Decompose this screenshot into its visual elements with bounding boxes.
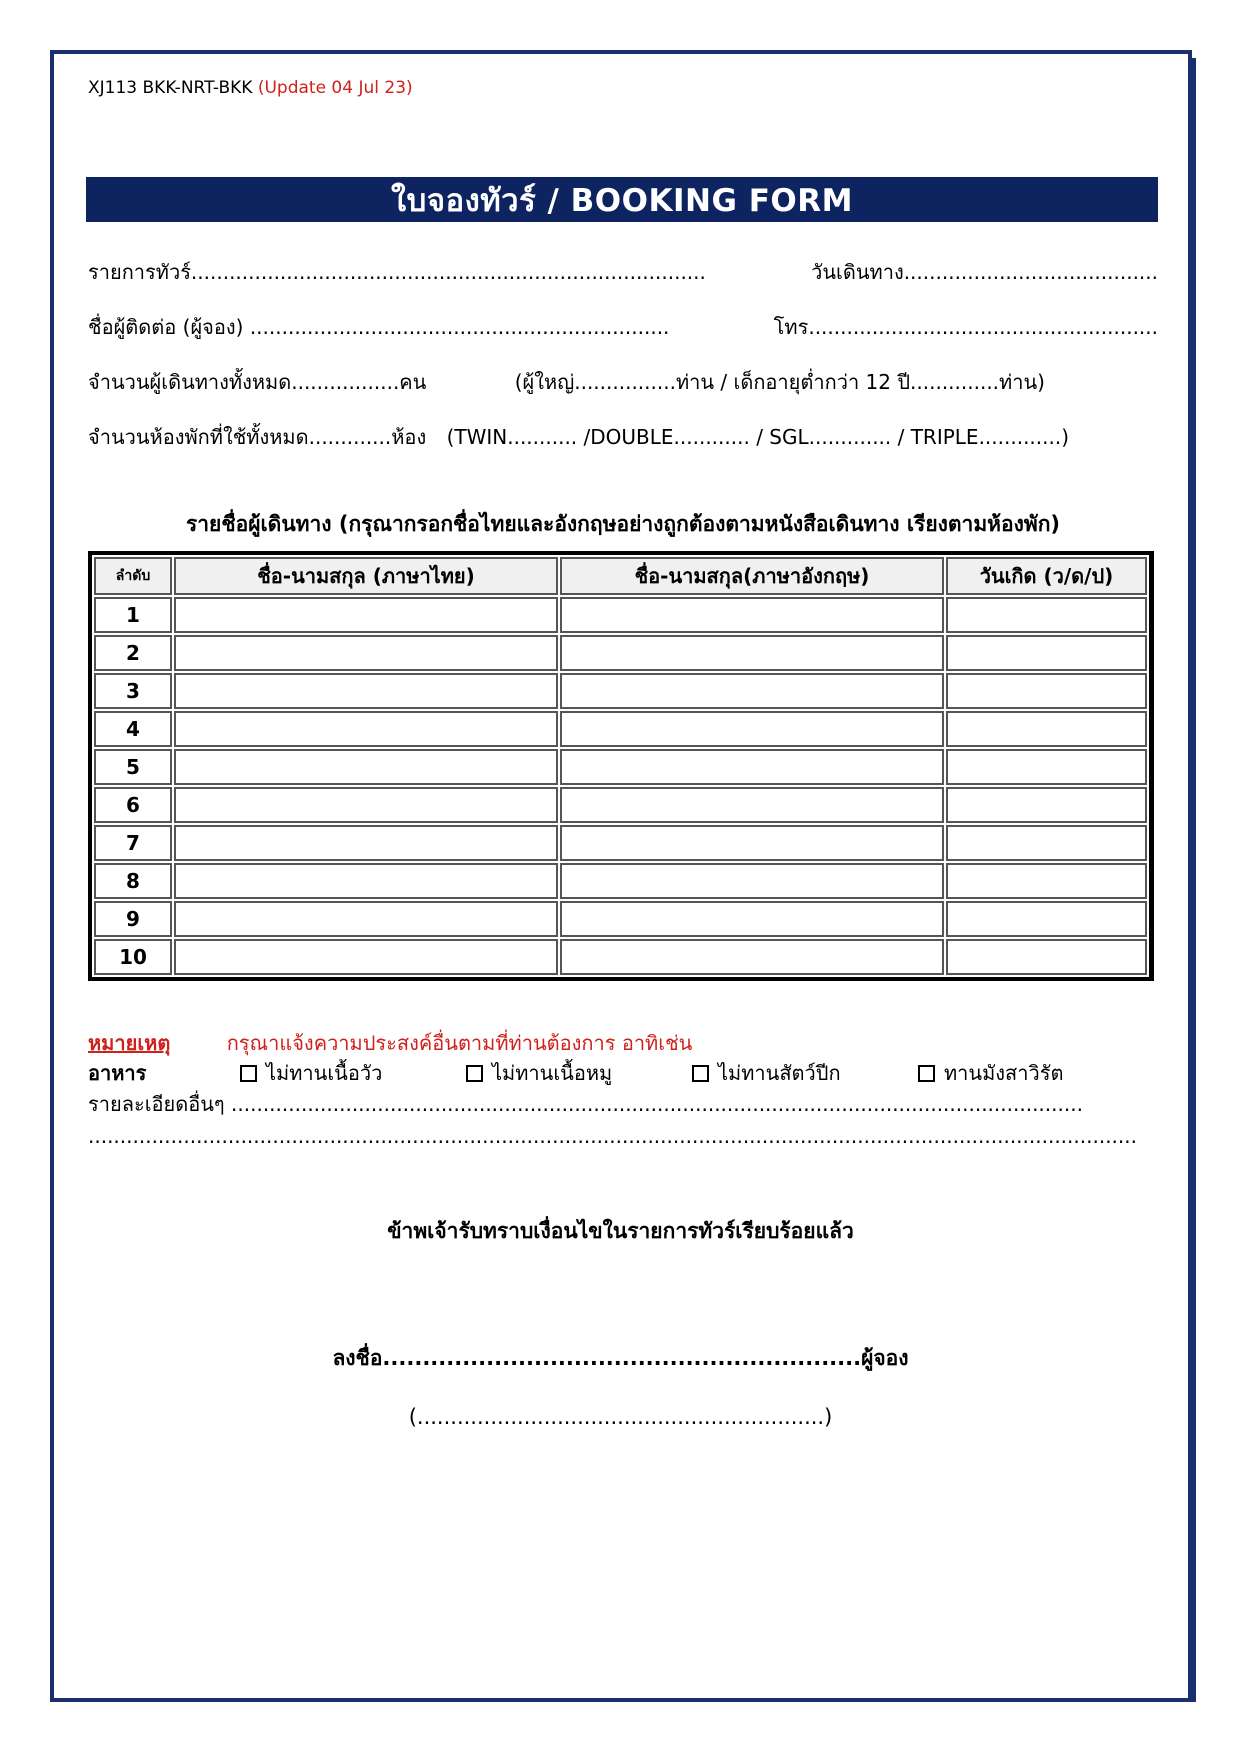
english-name-cell[interactable] — [560, 711, 944, 747]
phone-field[interactable]: โทร....................................................... — [773, 315, 1158, 339]
thai-name-cell[interactable] — [174, 597, 558, 633]
tour-name-field[interactable]: รายการทัวร์................................................................................. — [88, 260, 706, 284]
checkbox[interactable] — [918, 1065, 935, 1082]
thai-name-cell[interactable] — [174, 939, 558, 975]
birthdate-cell[interactable] — [946, 673, 1147, 709]
table-row — [94, 711, 1147, 747]
col-header-no: ลำดับ — [94, 557, 172, 595]
form-title-banner — [86, 177, 1158, 222]
signature-name-line[interactable]: (.............................................................) — [408, 1405, 833, 1429]
table-row — [94, 901, 1147, 937]
pax-field-row — [88, 366, 1158, 398]
birthdate-cell[interactable] — [946, 825, 1147, 861]
travel-date-field[interactable]: วันเดินทาง........................................ — [811, 260, 1158, 284]
table-row — [94, 749, 1147, 785]
english-name-cell[interactable] — [560, 673, 944, 709]
table-header-row — [94, 557, 1147, 595]
birthdate-cell[interactable] — [946, 901, 1147, 937]
birthdate-cell[interactable] — [946, 635, 1147, 671]
row-number: 3 — [94, 673, 172, 709]
other-details-field[interactable]: รายละเอียดอื่นๆ ...................................................................................................................................... — [88, 1092, 1083, 1116]
table-row — [94, 825, 1147, 861]
table-row — [94, 939, 1147, 975]
birthdate-cell[interactable] — [946, 787, 1147, 823]
food-preference-row — [88, 1057, 1063, 1089]
row-number: 6 — [94, 787, 172, 823]
table-row — [94, 787, 1147, 823]
remark-line — [88, 1027, 692, 1059]
col-header-birthdate: วันเกิด (ว/ด/ป) — [946, 557, 1147, 595]
row-number: 4 — [94, 711, 172, 747]
room-type-field[interactable]: (TWIN........... /DOUBLE............ / SGL............. / TRIPLE.............) — [446, 425, 1070, 449]
acknowledgement-text: ข้าพเจ้ารับทราบเงื่อนไขในรายการทัวร์เรียบร้อยแล้ว — [387, 1219, 854, 1243]
thai-name-cell[interactable] — [174, 673, 558, 709]
row-number: 10 — [94, 939, 172, 975]
passenger-list-title: รายชื่อผู้เดินทาง (กรุณากรอกชื่อไทยและอังกฤษอย่างถูกต้องตามหนังสือเดินทาง เรียงตามห้องพัก) — [185, 512, 1061, 536]
birthdate-cell[interactable] — [946, 711, 1147, 747]
row-number: 7 — [94, 825, 172, 861]
birthdate-cell[interactable] — [946, 749, 1147, 785]
row-number: 5 — [94, 749, 172, 785]
english-name-cell[interactable] — [560, 787, 944, 823]
table-row — [94, 635, 1147, 671]
english-name-cell[interactable] — [560, 863, 944, 899]
col-header-thai-name: ชื่อ-นามสกุล (ภาษาไทย) — [174, 557, 558, 595]
row-number: 2 — [94, 635, 172, 671]
food-option-vegetarian[interactable]: ทานมังสาวิรัต — [918, 1057, 1063, 1089]
english-name-cell[interactable] — [560, 635, 944, 671]
table-row — [94, 863, 1147, 899]
table-row — [94, 597, 1147, 633]
checkbox[interactable] — [692, 1065, 709, 1082]
update-date: (Update 04 Jul 23) — [257, 78, 413, 98]
food-label: อาหาร — [88, 1061, 147, 1085]
english-name-cell[interactable] — [560, 597, 944, 633]
contact-field-row — [88, 311, 1158, 343]
room-field-row — [88, 421, 1158, 453]
english-name-cell[interactable] — [560, 825, 944, 861]
tour-code: XJ113 BKK-NRT-BKK — [88, 78, 253, 98]
adult-child-field[interactable]: (ผู้ใหญ่................ท่าน / เด็กอายุต่ำกว่า 12 ปี..............ท่าน) — [514, 370, 1045, 394]
birthdate-cell[interactable] — [946, 863, 1147, 899]
row-number: 8 — [94, 863, 172, 899]
checkbox[interactable] — [240, 1065, 257, 1082]
food-option-no-pork[interactable]: ไม่ทานเนื้อหมู — [466, 1057, 692, 1089]
checkbox[interactable] — [466, 1065, 483, 1082]
thai-name-cell[interactable] — [174, 863, 558, 899]
signature-line[interactable]: ลงชื่อ............................................................ผู้จอง — [332, 1346, 909, 1370]
birthdate-cell[interactable] — [946, 939, 1147, 975]
thai-name-cell[interactable] — [174, 635, 558, 671]
row-number: 1 — [94, 597, 172, 633]
food-option-no-poultry[interactable]: ไม่ทานสัตว์ปีก — [692, 1057, 918, 1089]
english-name-cell[interactable] — [560, 901, 944, 937]
total-rooms-field[interactable]: จำนวนห้องพักที่ใช้ทั้งหมด.............ห้อง — [88, 425, 427, 449]
food-option-no-beef[interactable]: ไม่ทานเนื้อวัว — [240, 1057, 466, 1089]
thai-name-cell[interactable] — [174, 825, 558, 861]
total-pax-field[interactable]: จำนวนผู้เดินทางทั้งหมด.................คน — [88, 370, 427, 394]
row-number: 9 — [94, 901, 172, 937]
tour-field-row — [88, 256, 1158, 288]
tour-code-header — [88, 78, 413, 98]
thai-name-cell[interactable] — [174, 787, 558, 823]
col-header-english-name: ชื่อ-นามสกุล(ภาษาอังกฤษ) — [560, 557, 944, 595]
thai-name-cell[interactable] — [174, 749, 558, 785]
thai-name-cell[interactable] — [174, 901, 558, 937]
table-row — [94, 673, 1147, 709]
other-details-field-2[interactable]: ..................................................................................................................................................................... — [88, 1124, 1137, 1148]
remark-text: กรุณาแจ้งความประสงค์อื่นตามที่ท่านต้องการ อาทิเช่น — [226, 1031, 693, 1055]
passenger-table — [88, 551, 1154, 981]
remark-label: หมายเหตุ — [88, 1031, 171, 1055]
thai-name-cell[interactable] — [174, 711, 558, 747]
english-name-cell[interactable] — [560, 749, 944, 785]
english-name-cell[interactable] — [560, 939, 944, 975]
contact-name-field[interactable]: ชื่อผู้ติดต่อ (ผู้จอง) .................................................................. — [88, 315, 670, 339]
form-title: ใบจองทัวร์ / BOOKING FORM — [391, 182, 853, 219]
birthdate-cell[interactable] — [946, 597, 1147, 633]
